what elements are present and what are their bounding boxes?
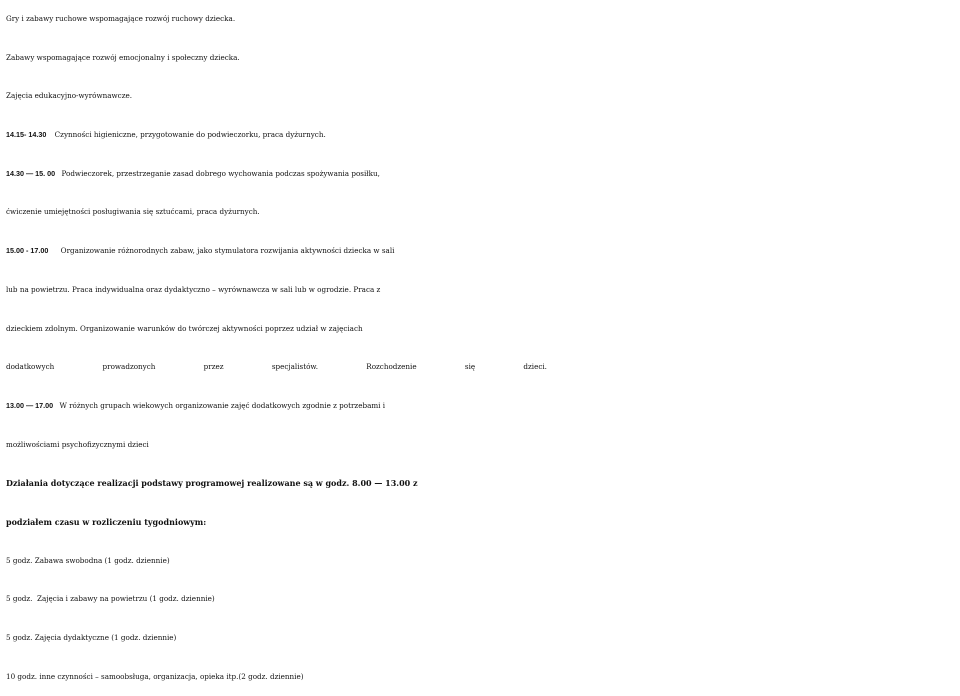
section-heading: podziałem czasu w rozliczeniu tygodniowym: — [6, 516, 207, 527]
time-range: 15.00 - 17.00 — [6, 246, 49, 256]
time-range: 14.30 — 15. 00 — [6, 168, 56, 178]
text-line: możliwościami psychofizycznymi dzieci — [6, 439, 149, 449]
schedule-entry — [6, 155, 956, 194]
schedule-entry — [6, 116, 956, 155]
text-line: ćwiczenie umiejętności posługiwania się sztućcami, praca dyżurnych. — [6, 207, 260, 217]
list-item: 5 godz. Zabawa swobodna (1 godz. dziennie) — [6, 555, 170, 565]
schedule-entry — [6, 387, 956, 426]
document-page — [6, 0, 956, 696]
schedule-text: Organizowanie różnorodnych zabaw, jako stymulatora rozwijania aktywności dziecka w sali — [60, 246, 395, 256]
text-line: Zabawy wspomagające rozwój emocjonalny i społeczny dziecka. — [6, 52, 240, 62]
text-line: Gry i zabawy ruchowe wspomagające rozwój ruchowy dziecka. — [6, 14, 236, 23]
schedule-entry — [6, 232, 956, 271]
schedule-text: W różnych grupach wiekowych organizowanie zajęć dodatkowych zgodnie z potrzebami i — [59, 400, 386, 410]
text-line: lub na powietrzu. Praca indywidualna oraz dydaktyczno – wyrównawcza w sali lub w ogrodzie. Praca z — [6, 284, 381, 294]
schedule-text: Czynności higieniczne, przygotowanie do podwieczorku, praca dyżurnych. — [54, 130, 326, 140]
text-line: dzieckiem zdolnym. Organizowanie warunków do twórczej aktywności poprzez udział w zajęciach — [6, 323, 363, 333]
schedule-text: Podwieczorek, przestrzeganie zasad dobrego wychowania podczas spożywania posiłku, — [61, 168, 380, 178]
list-item: 5 godz. Zajęcia dydaktyczne (1 godz. dziennie) — [6, 633, 177, 642]
text-line: dodatkowych prowadzonych przez specjalistów. Rozchodzenie się dzieci. — [6, 362, 547, 372]
list-item: 5 godz. Zajęcia i zabawy na powietrzu (1 godz. dziennie) — [6, 594, 215, 604]
text-line: Zajęcia edukacyjno-wyrównawcze. — [6, 91, 133, 101]
time-range: 14.15- 14.30 — [6, 130, 47, 140]
list-item: 10 godz. inne czynności – samoobsługa, organizacja, opieka itp.(2 godz. dziennie) — [6, 671, 304, 681]
section-heading: Działania dotyczące realizacji podstawy programowej realizowane są w godz. 8.00 — 13.00 z — [6, 478, 418, 489]
time-range: 13.00 — 17.00 — [6, 400, 54, 410]
